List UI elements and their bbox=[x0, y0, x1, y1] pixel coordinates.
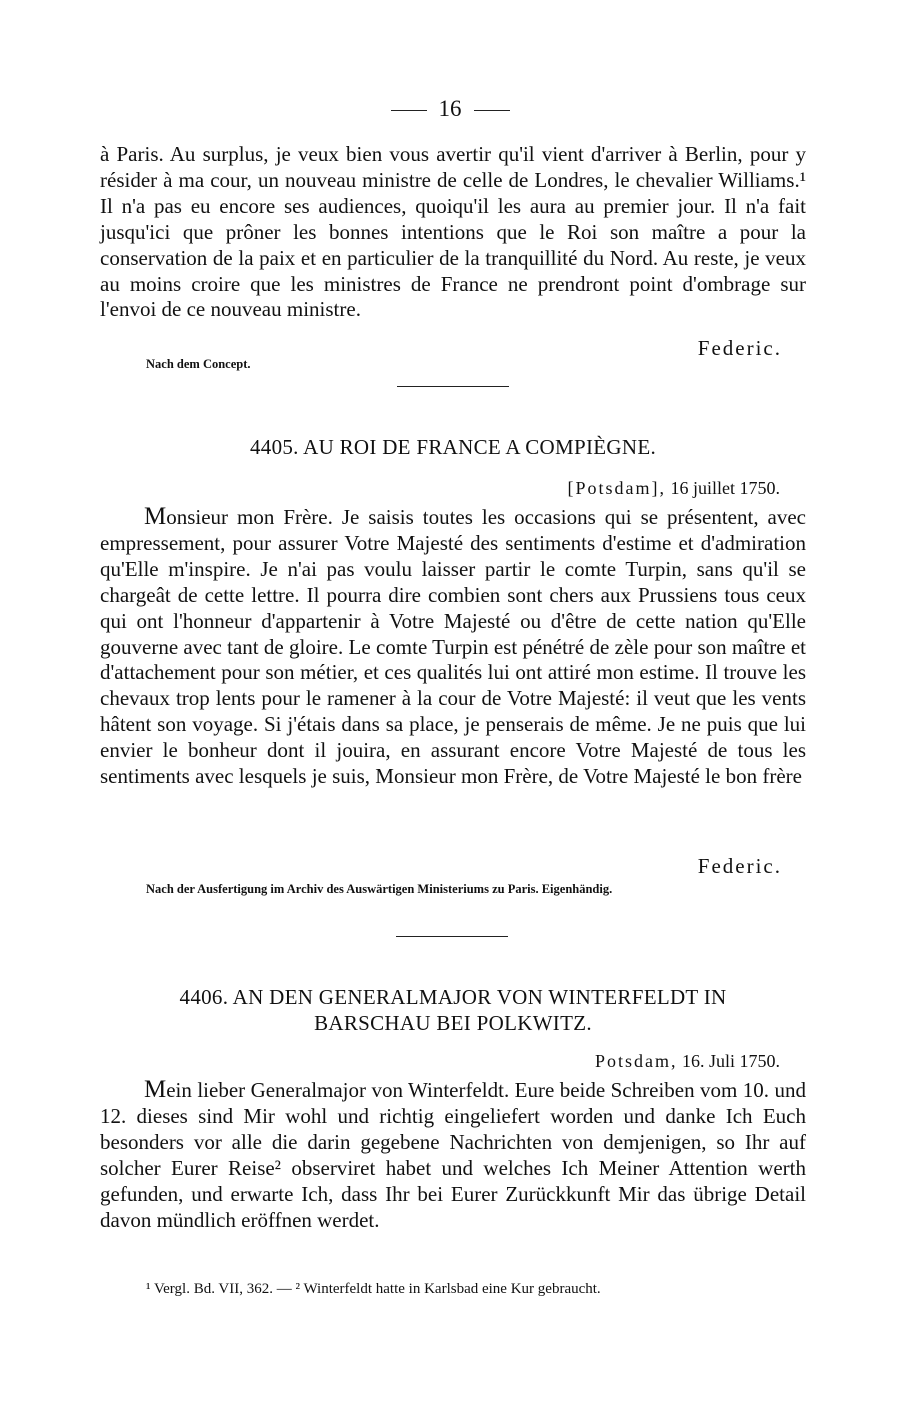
letter-4406-initial: M bbox=[144, 1076, 167, 1103]
continuation-source-note: Nach dem Concept. bbox=[146, 357, 251, 371]
footnotes: ¹ Vergl. Bd. VII, 362. — ² Winterfeldt hatte in Karlsbad eine Kur gebraucht. bbox=[146, 1281, 601, 1297]
letter-4405-paragraph bbox=[100, 504, 806, 790]
letter-4405-heading: 4405. AU ROI DE FRANCE A COMPIÈGNE. bbox=[249, 435, 657, 459]
continuation-signature: Federic. bbox=[697, 336, 782, 360]
letter-4405-date: 16 juillet 1750. bbox=[670, 478, 780, 498]
continuation-paragraph: à Paris. Au surplus, je veux bien vous avertir qu'il vient d'arriver à Berlin, pour y résider à ma cour, un nouveau ministre de celle de Londres, le chevalier Williams.¹ Il n'a pas eu encore ses audiences, quoiqu'il les aura au premier jour. Il n'a fait jusqu'ici que prôner les bonnes intentions que le Roi son maître a pour la conservation de la paix et en particulier de la tranquillité du Nord. Au reste, je veux au moins croire que les ministres de France ne prendront point d'ombrage sur l'envoi de ce nouveau ministre. bbox=[100, 142, 806, 322]
letter-4406-heading-line1: 4406. AN DEN GENERALMAJOR VON WINTERFELDT IN bbox=[179, 985, 727, 1009]
letter-4405-initial: M bbox=[144, 503, 167, 530]
section-divider bbox=[396, 936, 508, 937]
section-divider bbox=[397, 386, 509, 387]
letter-4405-signature: Federic. bbox=[697, 854, 782, 878]
letter-4405-dateline bbox=[568, 478, 781, 499]
letter-4405-source-note: Nach der Ausfertigung im Archiv des Auswärtigen Ministeriums zu Paris. Eigenhändig. bbox=[146, 882, 613, 896]
letter-4405-body bbox=[100, 504, 806, 790]
letter-4406-date: 16. Juli 1750. bbox=[681, 1051, 780, 1071]
continuation-section bbox=[100, 142, 806, 323]
letter-4406-place: Potsdam, bbox=[594, 1051, 678, 1071]
letter-4405-text: onsieur mon Frère. Je saisis toutes les occasions qui se présentent, avec empressement, pour assurer Votre Majesté des sentiments d'estime et d'admiration qu'Elle m'inspire. Je n'ai pas voulu laisser partir le comte Turpin, sans qu'il se chargeât de cette lettre. Il pourra dire combien sont chers aux Prussiens tous ceux qui ont l'honneur d'appartenir à Votre Majesté ou d'être de cette nation qu'Elle gouverne avec tant de gloire. Le comte Turpin est pénétré de zèle pour son maître et d'attachement pour son métier, et ces qualités lui ont attiré mon estime. Il trouve les chevaux trop lents pour le ramener à la cour de Votre Majesté: il veut que les vents hâtent son voyage. Si j'étais dans sa place, je penserais de même. Je ne puis que lui envier le bonheur dont il jouira, en assurant encore Votre Majesté de tous les sentiments avec lesquels je suis, Monsieur mon Frère, de Votre Majesté le bon frère bbox=[100, 505, 806, 789]
header-dash-left bbox=[391, 110, 427, 111]
letter-4406-dateline bbox=[595, 1051, 780, 1072]
letter-4405-place: [Potsdam], bbox=[567, 478, 666, 498]
letter-4406-paragraph bbox=[100, 1077, 806, 1233]
letter-4406-heading bbox=[100, 984, 806, 1036]
page-number: 16 bbox=[438, 96, 462, 121]
letter-4406-text: ein lieber Generalmajor von Winterfeldt. Eure beide Schreiben vom 10. und 12. dieses sind Mir wohl und richtig eingeliefert worden und danke Ich Euch besonders vor alle die darin gegebene Nachrichten von demjenigen, so Ihr auf solcher Eurer Reise² observiret habet und welches Ich Meiner Attention werth gefunden, und erwarte Ich, dass Ihr bei Eurer Zurückkunft Mir das übrige Detail davon mündlich eröffnen werdet. bbox=[100, 1078, 806, 1232]
header-dash-right bbox=[474, 110, 510, 111]
letter-4406-body bbox=[100, 1077, 806, 1233]
page-header bbox=[0, 96, 900, 122]
letter-4406-heading-line2: BARSCHAU BEI POLKWITZ. bbox=[314, 1011, 592, 1035]
